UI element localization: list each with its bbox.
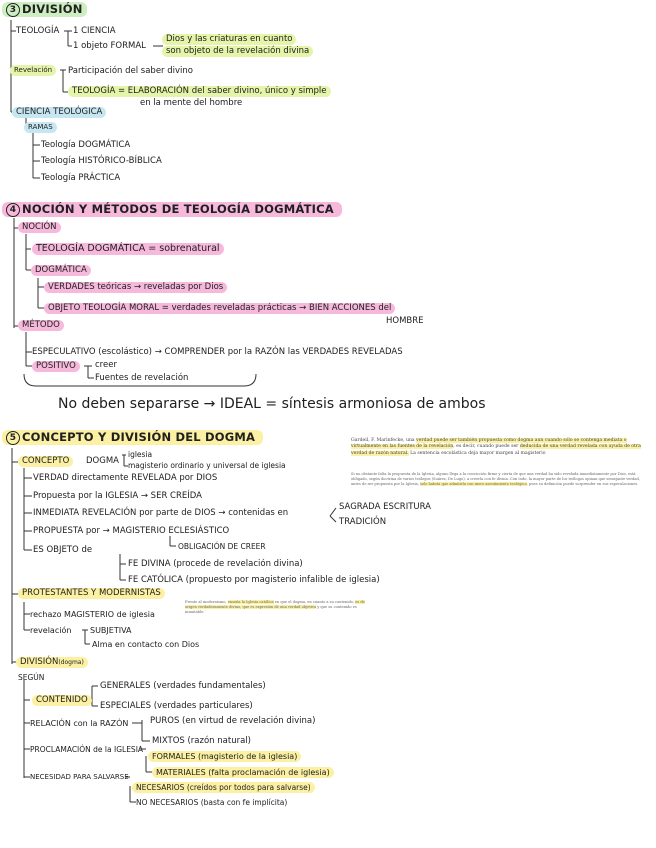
quote2-highlight-2: es de origen verdaderamente divino, que es expresión de una verdad objetiva <box>185 600 365 609</box>
puros-text: PUROS (en virtud de revelación divina) <box>150 716 316 726</box>
dogmatica-label: DOGMÁTICA <box>31 265 91 276</box>
quote-paragraph-2 <box>351 472 641 487</box>
verdades-teoricas: VERDADES teóricas → reveladas por Dios <box>44 282 227 293</box>
relacion-razon-label: RELACIÓN con la RAZÓN <box>30 719 129 728</box>
conclusion-text: No deben separarse → IDEAL = síntesis armoniosa de ambos <box>58 396 486 412</box>
quote-paragraph-1 <box>351 438 641 457</box>
objeto-desc-line1: Dios y las criaturas en cuanto <box>162 34 296 45</box>
section-5-heading <box>2 430 263 445</box>
section-number-5: 5 <box>6 431 20 445</box>
quote1-p1-highlight-1: verdad puede ser también propuesta como dogma aun cuando sólo se contenga mediata o virtualmente en las fuentes de la revelación <box>351 438 627 450</box>
mixtos-text: MIXTOS (razón natural) <box>152 736 251 746</box>
teologia-elaboracion-text-2: en la mente del hombre <box>140 98 243 108</box>
quote2-c: y que su contenido es inmutable. <box>185 605 357 614</box>
creer-text: creer <box>95 360 117 370</box>
propuesta-iglesia-text: Propuesta por la IGLESIA → SER CREÍDA <box>33 491 202 501</box>
sagrada-escritura-text: SAGRADA ESCRITURA <box>339 502 431 512</box>
necesidad-label: NECESIDAD PARA SALVARSE <box>30 773 129 781</box>
no-necesarios-text: NO NECESARIOS (basta con fe implícita) <box>136 798 288 807</box>
teologia-label: TEOLOGÍA <box>16 26 60 36</box>
rama-practica: Teología PRÁCTICA <box>41 173 121 183</box>
quote1-p1-a: Gardeil, F. Marinfecke, una <box>351 438 417 443</box>
proclamacion-label: PROCLAMACIÓN de la IGLESIA <box>30 745 144 754</box>
objeto-desc-line2: son objeto de la revelación divina <box>162 46 313 57</box>
verdad-revelada-text: VERDAD directamente REVELADA por DIOS <box>33 473 218 483</box>
tradicion-text: TRADICIÓN <box>339 517 387 527</box>
division-sub: (dogma) <box>58 659 84 666</box>
positivo-label: POSITIVO <box>32 361 80 372</box>
teologia-elaboracion-text: TEOLOGÍA = ELABORACIÓN del saber divino, único y simple <box>68 86 331 97</box>
especulativo-text: ESPECULATIVO (escolástico) → COMPRENDER por la RAZÓN las VERDADES REVELADAS <box>32 347 403 357</box>
propuesta-magisterio-text: PROPUESTA por → MAGISTERIO ECLESIÁSTICO <box>33 526 230 536</box>
alma-contacto-text: Alma en contacto con Dios <box>92 640 200 649</box>
concepto-label: CONCEPTO <box>18 456 73 467</box>
dogma-label: DOGMA <box>86 456 119 466</box>
section-5-title: CONCEPTO Y DIVISIÓN DEL DOGMA <box>22 430 256 444</box>
segun-label: SEGÚN <box>18 673 45 682</box>
materiales-text: MATERIALES (falta proclamación de iglesia) <box>152 767 334 778</box>
quote2-highlight-1: enseña la Iglesia católica <box>227 600 274 604</box>
section-3-heading <box>2 2 87 17</box>
quote1-p2-b: , pues su definición puede sorprender en sus especulaciones. <box>526 482 639 486</box>
contenido-label: CONTENIDO <box>32 695 92 706</box>
es-objeto-label: ES OBJETO de <box>33 545 93 555</box>
section-4-heading <box>2 202 342 217</box>
metodo-label: MÉTODO <box>18 320 64 331</box>
rama-historico-biblica: Teología HISTÓRICO-BÍBLICA <box>41 156 162 166</box>
division-label <box>16 657 88 668</box>
inmediata-revelacion-text: INMEDIATA REVELACIÓN por parte de DIOS → contenidas en <box>33 508 289 518</box>
fe-catolica-text: FE CATÓLICA (propuesto por magisterio infalible de iglesia) <box>128 575 380 585</box>
division-title: DIVISIÓN <box>20 657 59 667</box>
objeto-teologia-moral: OBJETO TEOLOGÍA MORAL = verdades reveladas prácticas → BIEN ACCIONES del <box>44 303 395 314</box>
quote2-a: Frente al modernismo, <box>185 600 228 604</box>
magisterio-text: magisterio ordinario y universal de iglesia <box>128 461 286 470</box>
quote-paragraph-3 <box>185 600 371 615</box>
section-number-4: 4 <box>6 203 20 217</box>
iglesia-text: iglesia <box>128 450 153 459</box>
fuentes-revelacion-text: Fuentes de revelación <box>95 373 189 383</box>
ciencia-teologica-label: CIENCIA TEOLÓGICA <box>12 107 106 118</box>
ramas-label: RAMAS <box>24 122 57 133</box>
nocion-label: NOCIÓN <box>18 222 61 233</box>
rama-dogmatica: Teología DOGMÁTICA <box>41 140 131 150</box>
ciencia-label: 1 CIENCIA <box>73 26 116 36</box>
rechazo-text: rechazo MAGISTERIO de iglesia <box>30 610 155 619</box>
section-3-title: DIVISIÓN <box>22 2 83 16</box>
protestantes-label: PROTESTANTES Y MODERNISTAS <box>18 588 165 599</box>
objeto-formal-label: 1 objeto FORMAL <box>73 41 146 51</box>
formales-text: FORMALES (magisterio de la iglesia) <box>148 751 301 762</box>
quote1-p1-c: La sentencia escolástica deja mayor margen al magisterio <box>408 450 546 456</box>
generales-text: GENERALES (verdades fundamentales) <box>100 681 266 691</box>
teologia-dogmatica-def: TEOLOGÍA DOGMÁTICA = sobrenatural <box>32 243 224 255</box>
hombre-label: HOMBRE <box>386 316 424 326</box>
quote1-p1-b: , es decir, cuando puede ser <box>453 444 520 450</box>
obligacion-creer-text: OBLIGACIÓN DE CREER <box>178 542 266 551</box>
fe-divina-text: FE DIVINA (procede de revelación divina) <box>128 559 303 569</box>
section-4-title: NOCIÓN Y MÉTODOS DE TEOLOGÍA DOGMÁTICA <box>22 202 334 216</box>
necesarios-text: NECESARIOS (creídos por todos para salvarse) <box>132 782 315 793</box>
subjetiva-text: SUBJETIVA <box>90 626 132 635</box>
section-number-3: 3 <box>6 3 20 17</box>
especiales-text: ESPECIALES (verdades particulares) <box>100 701 253 711</box>
quote1-p2-highlight: solo habría que admitirla con mero asentimiento teológico <box>420 482 527 486</box>
participacion-text: Participación del saber divino <box>68 66 193 76</box>
revelacion-label-5: revelación <box>30 626 72 635</box>
quote1-p2-a: Si no obstante falta la propuesta de la Iglesia, alguno llega a la convicción firme y cierta de que una verdad ha sido revelada inmediatamente por Dios, está obligado, según doctrina de varios teólogos (Suárez, De Lugo), a creerla con fe divina. Con todo, la mayor parte de los teólogos opinan que semejante verdad, antes de ser propuesta por la Iglesia, <box>351 472 640 486</box>
quote1-p1-highlight-2: deducida de una verdad revelada con ayuda de otra verdad de razón natural. <box>351 444 641 456</box>
revelacion-label: Revelación <box>10 65 56 76</box>
quote2-b: en que el dogma, en cuanto a su contenido, <box>273 600 356 604</box>
